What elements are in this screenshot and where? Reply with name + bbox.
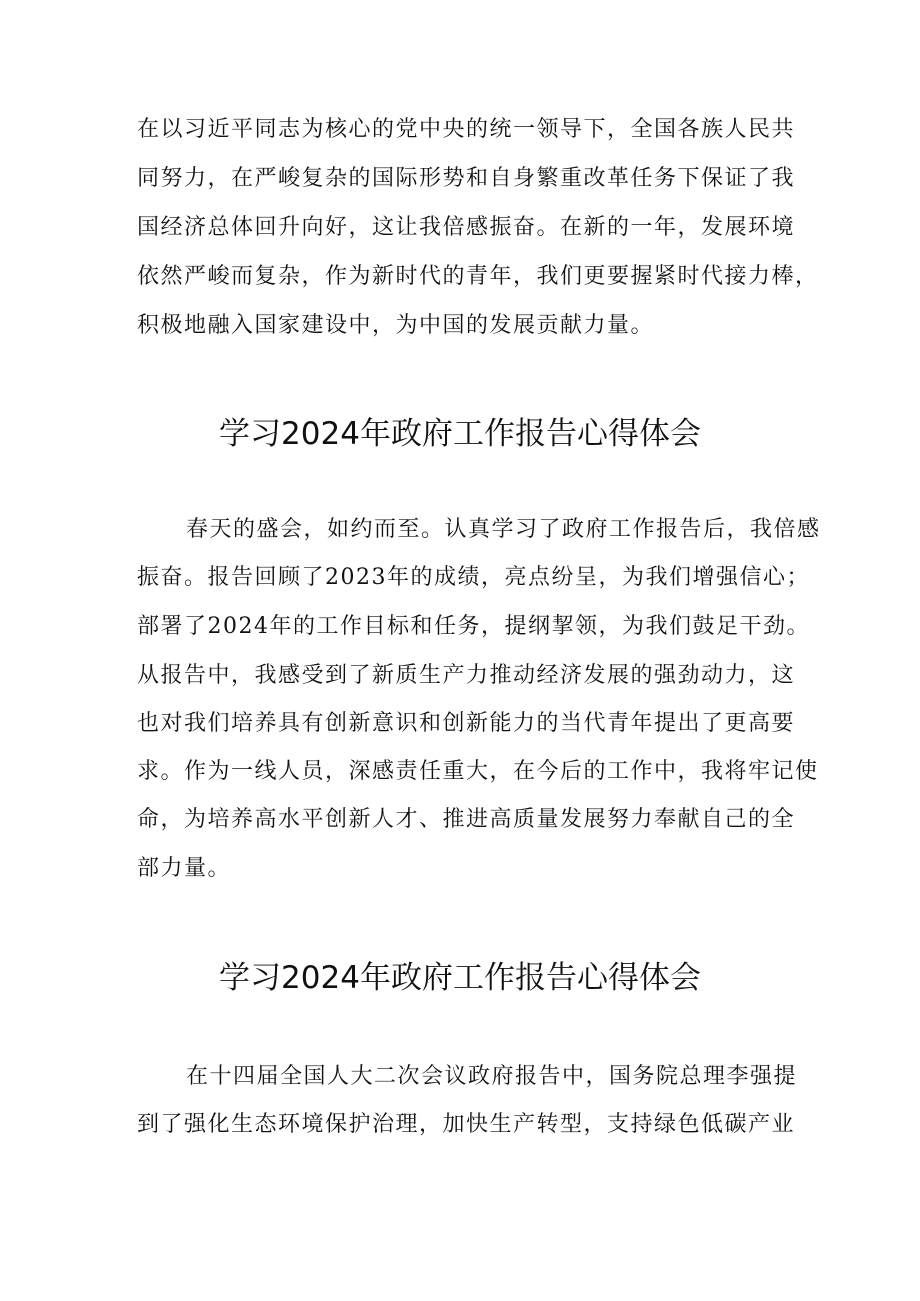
paragraph-line: 到了强化生态环境保护治理，加快生产转型，支持绿色低碳产业 bbox=[137, 1112, 796, 1137]
paragraph-line: 部力量。 bbox=[137, 856, 232, 881]
paragraph-line: 求。作为一线人员，深感责任重大，在今后的工作中，我将牢记使 bbox=[137, 759, 819, 784]
paragraph-line: 从报告中，我感受到了新质生产力推动经济发展的强劲动力，这 bbox=[137, 663, 796, 688]
paragraph-line: 振奋。报告回顾了2023年的成绩，亮点纷呈，为我们增强信心； bbox=[137, 565, 810, 590]
paragraph-line: 在十四届全国人大二次会议政府报告中，国务院总理李强提 bbox=[186, 1064, 798, 1089]
paragraph-line: 积极地融入国家建设中，为中国的发展贡献力量。 bbox=[137, 313, 655, 338]
paragraph-line: 春天的盛会，如约而至。认真学习了政府工作报告后，我倍感 bbox=[186, 517, 821, 542]
section-heading: 学习2024年政府工作报告心得体会 bbox=[219, 960, 701, 996]
paragraph-line: 国经济总体回升向好，这让我倍感振奋。在新的一年，发展环境 bbox=[137, 215, 796, 240]
paragraph-line: 部署了2024年的工作目标和任务，提纲挈领，为我们鼓足干劲。 bbox=[137, 614, 810, 639]
paragraph-line: 同努力，在严峻复杂的国际形势和自身繁重改革任务下保证了我 bbox=[137, 166, 796, 191]
paragraph-line: 命，为培养高水平创新人才、推进高质量发展努力奉献自己的全 bbox=[137, 807, 796, 832]
paragraph-line: 也对我们培养具有创新意识和创新能力的当代青年提出了更高要 bbox=[137, 711, 796, 736]
section-heading: 学习2024年政府工作报告心得体会 bbox=[219, 416, 701, 452]
paragraph-line: 在以习近平同志为核心的党中央的统一领导下，全国各族人民共 bbox=[137, 117, 796, 142]
paragraph-line: 依然严峻而复杂，作为新时代的青年，我们更要握紧时代接力棒， bbox=[137, 264, 819, 289]
